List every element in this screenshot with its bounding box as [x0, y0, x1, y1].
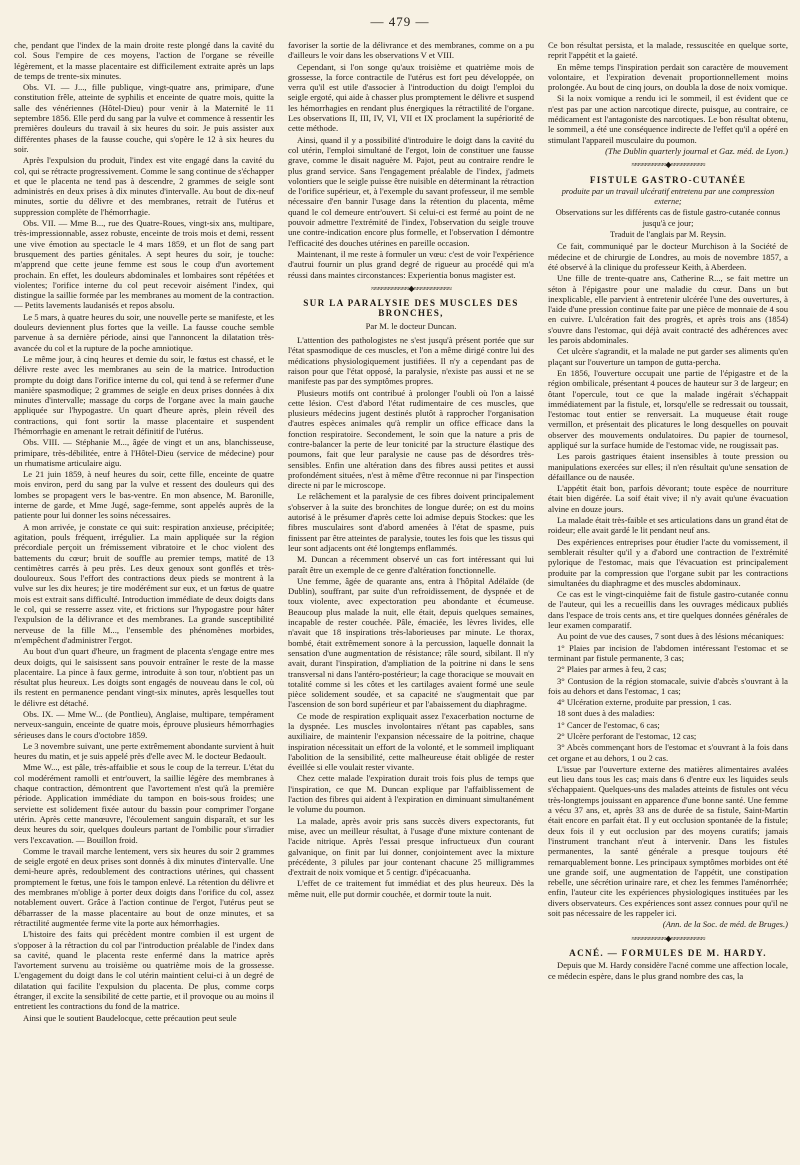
- list-item: 3° Abcès commençant hors de l'estomac et s'ouvrant à la fois dans cet organe et au dehors, 1 ou 2 cas.: [548, 742, 788, 763]
- article-title: FISTULE GASTRO-CUTANÉE: [589, 174, 747, 185]
- paragraph: Cet ulcère s'agrandit, et la malade ne put garder ses aliments qu'en plaçant sur l'ouverture un tampon de gutta-percha.: [548, 346, 788, 367]
- paragraph: Les parois gastriques étaient insensibles à toute pression ou manipulations exercées sur elles; il n'en résultait qu'une sensation de défaillance ou de nausée.: [548, 451, 788, 482]
- section-ornament: ≈≈≈≈≈≈≈≈≈≈◆≈≈≈≈≈≈≈≈≈≈: [631, 933, 705, 943]
- paragraph: En même temps l'inspiration perdait son caractère de mouvement volontaire, et l'expiration devenait proportionnellement moins prolongée. Au bout de cinq jours, on doubla la dose de noix vomique.: [548, 61, 788, 93]
- paragraph: Le 3 novembre suivant, une perte extrêmement abondante survient à huit heures du matin, et je suis appelé près d'elle avec M. le docteur Bedaoult.: [14, 740, 274, 762]
- article-subtitle: produite par un travail ulcératif entretenu par une compression externe;: [561, 186, 775, 207]
- paragraph: L'histoire des faits qui précèdent montre combien il est urgent de s'opposer à la rétraction du col par l'introduction préalable de l'index dans sa cavité, quand le placenta reste enfermé dans la matrice après l'avortement survenu au troisième ou quatrième mois de la grossesse. L'engagement du doigt dans le col utérin maintient celui-ci à un degré de dilatation qui facilite l'expulsion du placenta. De plus, comme corps étranger, il excite la sensibilité de cette partie, et il provoque ou au moins il entretient les contractions du fond de la matrice.: [14, 929, 274, 1012]
- paragraph: Une femme, âgée de quarante ans, entra à l'hôpital Adélaïde (de Dublin), souffrant, par suite d'un refroidissement, de dyspnée et de toux violente, avec expectoration peu abondante et écumeuse. Beaucoup plus malade la nuit, elle était, depuis quelques semaines, incapable de rester couchée. Pâle, émaciée, les lèvres livides, elle n'avait que 18 inspirations très-laborieuses par minute. Le thorax, bombé, était extrêmement sonore à la percussion, laquelle donnait la sensation d'une augmentation de résistance; râle sourd, sibilant. Il n'y avait, durant l'inspiration, d'ampliation de la poitrine ni dans le sens transversal ni dans l'antéro-postérieur; la cage thoracique se mouvait en totalité comme si les côtes et les cartilages avaient formé une seule pièce solidement soudée, et sa capacité ne s'augmentait que par l'ascension de son bord supérieur et par l'abaissement du diaphragme.: [288, 575, 534, 710]
- list-item: 4° Ulcération externe, produite par pression, 1 cas.: [557, 697, 732, 708]
- paragraph: L'appétit était bon, parfois dévorant; toute espèce de nourriture était bien digérée. La soif était vive; il n'y avait qu'une évacuation alvine en douze jours.: [548, 483, 788, 514]
- paragraph: Depuis que M. Hardy considère l'acné comme une affection locale, ce médecin espère, dans le plus grand nombre des cas, la: [548, 960, 788, 981]
- paragraph: Ainsi, quand il y a possibilité d'introduire le doigt dans la cavité du col utérin, l'emploi simultané de l'ergot, loin de constituer une fausse grave, comme le disait naguère M. Pajot, peut au contraire rendre le plus grand service. Sans l'engagement préalable de l'index, j'admets volontiers que le seigle puisse être nuisible en déterminant la rétraction de l'orifice supérieur, et, à l'exemple du savant professeur, il me semble nécessaire d'en bannir l'usage dans la rétention du placenta, même quand le col demeure entr'ouvert. Si celui-ci est fermé au point de ne pouvoir admettre l'extrémité de l'index, l'observation du seigle trouve une contre-indication encore plus formelle, et l'observation I démontre l'efficacité des douches utérines en pareille occasion.: [288, 134, 534, 248]
- paragraph: Le 5 mars, à quatre heures du soir, une nouvelle perte se manifeste, et les douleurs deviennent plus fortes que la veille. La fausse couche semble parvenue à sa dernière période, ainsi que l'annoncent la dilatation très-avancée du col et la rupture de la poche amniotique.: [14, 311, 274, 353]
- source-citation: (The Dublin quarterly journal et Gaz. méd. de Lyon.): [605, 145, 788, 156]
- paragraph: favoriser la sortie de la délivrance et des membranes, comme on a pu d'ailleurs le voir dans les observations V et VIII.: [288, 40, 534, 61]
- paragraph: L'attention des pathologistes ne s'est jusqu'à présent portée que sur l'état spasmodique de ces muscles, et l'on a même dirigé contre lui des médications physiologiquement justifiées. Il n'y a cependant pas de raison pour que l'état opposé, la paralysie, n'existe pas aussi et ne se manifeste pas par des symptômes propres.: [288, 335, 534, 387]
- paragraph: Chez cette malade l'expiration durait trois fois plus de temps que l'inspiration, ce que M. Duncan explique par l'affaiblissement de l'action des fibres qui aident à l'expiration en diminuant simultanément le volume du poumon.: [288, 773, 534, 815]
- paragraph: Obs. VIII. — Stéphanie M..., âgée de vingt et un ans, blanchisseuse, primipare, très-débilitée, entre à l'Hôtel-Dieu (service de médecine) pour un rhumatisme articulaire aigu.: [14, 437, 274, 468]
- list-item: 2° Ulcère perforant de l'estomac, 12 cas;: [557, 731, 697, 741]
- section-ornament: ≈≈≈≈≈≈≈≈≈≈≈◆≈≈≈≈≈≈≈≈≈≈≈: [371, 283, 451, 293]
- article-author: Par M. le docteur Duncan.: [365, 320, 457, 331]
- paragraph: La malade était très-faible et ses articulations dans un grand état de roideur; elle avait gardé le lit pendant neuf ans.: [548, 515, 788, 536]
- paragraph: Plusieurs motifs ont contribué à prolonger l'oubli où l'on a laissé cette lésion. C'est d'abord l'état rudimentaire de ces muscles, que plusieurs médecins jugent destinés plutôt à rapprocher l'organisation d'autres espèces animales qu'à remplir un office efficace dans la fonction respiratoire. Secondement, le soin que la nature a pris de contre-balancer la perte de leur tonicité par la structure élastique des poumons, fait que leur paralysie ne cause pas de désordres très-sensibles. Enfin une altération dans des fibres aussi petites et aussi profondément situées, n'est à même d'être reconnue ni par l'inspection directe ni par le microscope.: [288, 387, 534, 491]
- paragraph: Maintenant, il me reste à formuler un vœu: c'est de voir l'expérience d'autrui fournir un plus grand degré de rigueur au procédé qui m'a réussi dans maintes circonstances: Experientia bonus magister est.: [288, 248, 534, 280]
- paragraph: Ce mode de respiration expliquait assez l'exacerbation nocturne de la dyspnée. Les muscles involontaires n'étant pas capables, sans auxiliaire, de maintenir l'expansion nécessaire de la poitrine, chaque inspiration nécessitait un effort de la volonté, et le sommeil impliquant l'abolition de la sensibilité, cette malheureuse était obligée de rester éveillée si elle voulait rester vivante.: [288, 710, 534, 773]
- paragraph: Le 21 juin 1859, à neuf heures du soir, cette fille, enceinte de quatre mois environ, perd du sang par la vulve et ressent des douleurs qui des lombes se propagent vers le bas-ventre. En mon absence, M. Baronille, interne de garde, et Mme Jugé, sage-femme, sont appelés auprès de la patiente pour lui donner les soins nécessaires.: [14, 469, 274, 521]
- list-item: 2° Plaies par armes à feu, 2 cas;: [557, 664, 667, 675]
- paragraph: Ce fait, communiqué par le docteur Murchison à la Société de médecine et de chirurgie de Londres, au mois de novembre 1857, a été observé à la clinique du professeur Keith, à Aberdeen.: [548, 241, 788, 272]
- paragraph: Au point de vue des causes, 7 sont dues à des lésions mécaniques:: [557, 631, 784, 642]
- paragraph: Ce bon résultat persista, et la malade, ressuscitée en quelque sorte, reprit l'appétit et la gaieté.: [548, 40, 788, 61]
- paragraph: Des expériences entreprises pour étudier l'acte du vomissement, il semblerait résulter qu'il y a d'abord une contraction de l'extrémité pylorique de l'estomac, mais que l'évacuation est principalement produite par la compression que l'organe subit par les contractions simultanées du diaphragme et des muscles abdominaux.: [548, 536, 788, 588]
- column-left: [14, 40, 274, 1152]
- page-number: — 479 —: [370, 14, 430, 29]
- paragraph: Le relâchement et la paralysie de ces fibres doivent principalement s'observer à la suite des bronchites de longue durée; on est du moins autorisé à le présumer d'après cette loi admise depuis Stockes: que les fibres musculaires sont d'abord amenées à l'état de spasme, puis finissent par être atteintes de paralysie, toutes les fois que les tissus qui leur sont adjacents ont été longtemps enflammés.: [288, 491, 534, 553]
- paragraph: Après l'expulsion du produit, l'index est vite engagé dans la cavité du col, qui se rétracte progressivement. Comme le sang continue de s'échapper et que le placenta ne tend pas à descendre, 2 grammes de seigle sont administrés en deux prises à dix minutes d'intervalle. Au bout de dix-neuf minutes, sortie du délivre et des membranes, retrait de l'utérus et suppression complète de l'hémorrhagie.: [14, 155, 274, 217]
- paragraph: A mon arrivée, je constate ce qui suit: respiration anxieuse, précipitée; agitation, pouls fréquent, irrégulier. La main appliquée sur la région précordiale perçoit un frémissement vibratoire et le choc violent des battements du cœur; bruit de souffle au premier temps, matité de 13 centimètres carrés à peu près. Les deux genoux sont gonflés et très-douloureux. Sous l'effort des contractions deux pieds se montrent à la vulve sur les dix heures; je tire modérément sur eux, et un fœtus de quatre mois est extrait sans difficulté. Introduction immédiate de deux doigts dans le col, qui se resserre assez vite, et frictions sur l'hypogastre pour hâter l'expulsion de la délivrance et des membranes. La grande susceptibilité nerveuse de la fille M..., l'ensemble des phénomènes morbides, m'empêchent d'administrer l'ergot.: [14, 521, 274, 645]
- list-item: 1° Plaies par incision de l'abdomen intéressant l'estomac et se terminant par fistule permanente, 3 cas;: [548, 642, 788, 663]
- section-ornament: ≈≈≈≈≈≈≈≈≈≈◆≈≈≈≈≈≈≈≈≈≈: [631, 160, 705, 170]
- paragraph: Ainsi que le soutient Baudelocque, cette précaution peut seule: [23, 1012, 237, 1023]
- paragraph: Comme le travail marche lentement, vers six heures du soir 2 grammes de seigle ergoté en deux prises sont donnés à dix minutes d'intervalle. Une demi-heure après, redoublement des contractions utérines, qui chassent promptement le fœtus, une fois le tampon enlevé. La rétention du délivre et des membranes m'oblige à porter deux doigts dans l'orifice du col, assez notablement ouvert. Grâce à l'action continue de l'ergot, l'utérus peut se débarrasser de la masse placentaire au bout de onze minutes, et sa rétractilité augmentée ferme vite la porte aux hémorrhagies.: [14, 845, 274, 928]
- column-middle: [288, 40, 534, 1152]
- article-translator: Traduit de l'anglais par M. Reysin.: [610, 230, 726, 240]
- paragraph: M. Duncan a récemment observé un cas fort intéressant qui lui paraît être un exemple de ce genre d'altération fonctionnelle.: [288, 554, 534, 575]
- paragraph: En 1856, l'ouverture occupait une partie de l'épigastre et de la région ombilicale, présentant 4 pouces de hauteur sur 3 de largeur; en ôtant l'opercule, tout ce que la malade ingérait s'échappait immédiatement par la fistule, et, lorsqu'elle se redressait ou toussait, l'estomac tout entier se renversait. La muqueuse était rouge vermillon, et présentait des plicatures le long desquelles on pouvait observer des mouvements ondulatoires. Du papier de tournesol, appliqué sur la surface humide de l'estomac vide, ne rougissait pas.: [548, 367, 788, 450]
- list-item: 18 sont dues à des maladies:: [557, 708, 655, 719]
- article-title: SUR LA PARALYSIE DES MUSCLES DES BRONCHES,: [303, 298, 519, 319]
- column-right: [548, 40, 788, 1152]
- list-item: L'issue par l'ouverture externe des matières alimentaires avalées eut lieu dans tous les cas; mais dans 6 d'entre eux les liquides seuls s'échappaient. Quelques-uns des malades atteints de fistules ont vécu très-longtemps jouissant en apparence d'une bonne santé. Une femme a vécu 37 ans, et, après 33 ans de durée de sa fistule, Saint-Martin était encore en parfait état. Il y eut occlusion spontanée de la fistule; deux fois il y eut occlusion par des moyens curatifs; jamais l'instrument tranchant n'eut à intervenir. Dans les fistules permanentes, la santé générale a presque toujours été remarquablement bonne. Les principaux symptômes morbides ont été une grande soif, une augmentation de l'appétit, une constipation rebelle, une sécrétion urinaire rare, et chez les femmes l'aménorrhée; enfin, l'auteur cite les expériences physiologiques instituées par les divers observateurs. Ces expériences sont assez connues pour qu'il ne soit pas nécessaire de les rappeler ici.: [548, 763, 788, 919]
- paragraph: Une fille de trente-quatre ans, Catherine R..., se fait mettre un séton à l'épigastre pour une maladie du cœur. Dans un but inexplicable, elle parvient à entretenir ulcérée l'une des ouvertures, à l'aide d'une pression continue faite par une pièce de monnaie de 4 sou en cuivre. L'ulcération fait des progrès, et après trois ans (1854) s'ouvre dans l'estomac, qui déjà avait contracté des adhérences avec les parois abdominales.: [548, 273, 788, 346]
- paragraph: L'effet de ce traitement fut immédiat et des plus heureux. Dès la même nuit, elle put dormir couchée, et dormir toute la nuit.: [288, 878, 534, 899]
- paragraph: Obs. IX. — Mme W... (de Pontlieu), Anglaise, multipare, tempérament nerveux-sanguin, enceinte de quatre mois, éprouve plusieurs hémorrhagies sérieuses dans le cours d'octobre 1859.: [14, 709, 274, 740]
- paragraph: Obs. VI. — J..., fille publique, vingt-quatre ans, primipare, d'une constitution frêle, atteinte de syphilis et enceinte de quatre mois, quitte la salle des vénériennes (Hôtel-Dieu) pour venir à la Maternité le 11 septembre 1856. Elle perd du sang par la vulve et commence à ressentir les premières douleurs du travail à six heures du soir. Je puis assister aux différentes phases de la fausse couche, qui s'opère le 12 à six heures du soir.: [14, 82, 274, 154]
- paragraph: Mme W..., est pâle, très-affaiblie et sous le coup de la terreur. L'état du col modérément ramolli et entr'ouvert, la saillie légère des membranes à chaque contraction, démontrent que l'avortement n'est qu'à la première période. Application immédiate du tampon en bois-sous froides; une serviette est solidement fixée autour du bassin pour comprimer l'organe utérin. Après cette manœuvre, l'écoulement sanguin disparaît, et sur les deux heures du soir, quelques douleurs partant de l'ombilic pour s'irradier vers l'excavation. — Bouillon froid.: [14, 762, 274, 845]
- paragraph: Au bout d'un quart d'heure, un fragment de placenta s'engage entre mes deux doigts, qui le saisissent sans pouvoir entraîner le reste de la masse placentaire. La pince à faux germe, introduite à son tour, n'obtient pas un résultat plus heureux. Les doigts sont engagés de nouveau dans le col, où ils restent en permanence pendant vingt-six minutes, après lesquelles tout le délivre est détaché.: [14, 646, 274, 708]
- paragraph: Si la noix vomique a rendu ici le sommeil, il est évident que ce n'est pas par une action narcotique directe, puisque, au contraire, ce médicament est l'antagoniste des narcotiques. Le bon résultat obtenu, le sommeil, a été une conséquence indirecte de l'effet qu'il a opéré en stimulant l'appareil musculaire du poumon.: [548, 93, 788, 145]
- paragraph: Ce cas est le vingt-cinquième fait de fistule gastro-cutanée connu de l'auteur, qui les a recueillis dans les ouvrages médicaux publiés dans l'espace de trois cents ans, et tire quelques données générales de leur examen comparatif.: [548, 589, 788, 631]
- article-subtitle: Observations sur les différents cas de fistule gastro-cutanée connus jusqu'à ce jour;: [555, 208, 781, 228]
- paragraph: Obs. VII. — Mme B..., rue des Quatre-Roues, vingt-six ans, multipare, très-impressionnable, assez robuste, enceinte de trois mois et demi, ressent une vive émotion au spectacle le 4 mars 1859, et un flot de sang part brusquement des parties génitales. A sept heures du soir, je touche: m'apprend que cette jeune femme est sous le coup d'un avortement prochain. En effet, les douleurs abdominales et lombaires sont répétées et violentes; l'orifice interne du col peut recevoir aisément l'index, qui distingue la saillie formée par les membranes au moment de la contraction. — Petits lavements laudanisés et repos absolu.: [14, 218, 274, 311]
- source-citation: (Ann. de la Soc. de méd. de Bruges.): [662, 919, 788, 930]
- paragraph: Cependant, si l'on songe qu'aux troisième et quatrième mois de grossesse, la force contractile de l'utérus est fort peu développée, on verra qu'il est utile d'associer à l'introduction du doigt l'emploi du seigle ergoté, qui aide à chasser plus promptement le délivre et suspend les hémorrhagies en rendant plus énergiques la rétractilité de l'organe. Les observations II, III, IV, VI, VII et IX proclament la supériorité de cette méthode.: [288, 61, 534, 134]
- list-item: 3° Contusion de la région stomacale, suivie d'abcès s'ouvrant à la fois au dehors et dans l'estomac, 1 cas;: [548, 675, 788, 696]
- paragraph: che, pendant que l'index de la main droite reste plongé dans la cavité du col. Sous l'empire de ces moyens, l'action de l'organe se réveille légèrement, et la masse placentaire est difficilement extraite après un laps de temps de trente-six minutes.: [14, 40, 274, 81]
- paragraph: Le même jour, à cinq heures et demie du soir, le fœtus est chassé, et le délivre reste avec les membranes au sein de la matrice. Introduction prompte du doigt dans l'orifice interne du col, qui tend à se refermer d'une manière spasmodique; 2 grammes de seigle en deux prises données à dix minutes d'intervalle; massage du corps de l'organe avec la main gauche appliquée sur l'hypogastre. Un quart d'heure après, plein réveil des contractions, qui font sortir la masse placentaire et suspendent l'hémorrhagie en amenant le retrait définitif de l'utérus.: [14, 353, 274, 436]
- paragraph: La malade, après avoir pris sans succès divers expectorants, fut mise, avec un meilleur résultat, à l'usage d'une mixture contenant de l'acide nitrique. Après l'essai presque infructueux d'un courant galvanique, on finit par lui donner, conjointement avec la mixture précédente, 3 pilules par jour contenant chacune 25 milligrammes d'extrait de noix vomique et 5 centigr. d'ipécacuanha.: [288, 815, 534, 878]
- list-item: 1° Cancer de l'estomac, 6 cas;: [557, 719, 660, 730]
- article-title: ACNÉ. — FORMULES DE M. HARDY.: [569, 947, 767, 958]
